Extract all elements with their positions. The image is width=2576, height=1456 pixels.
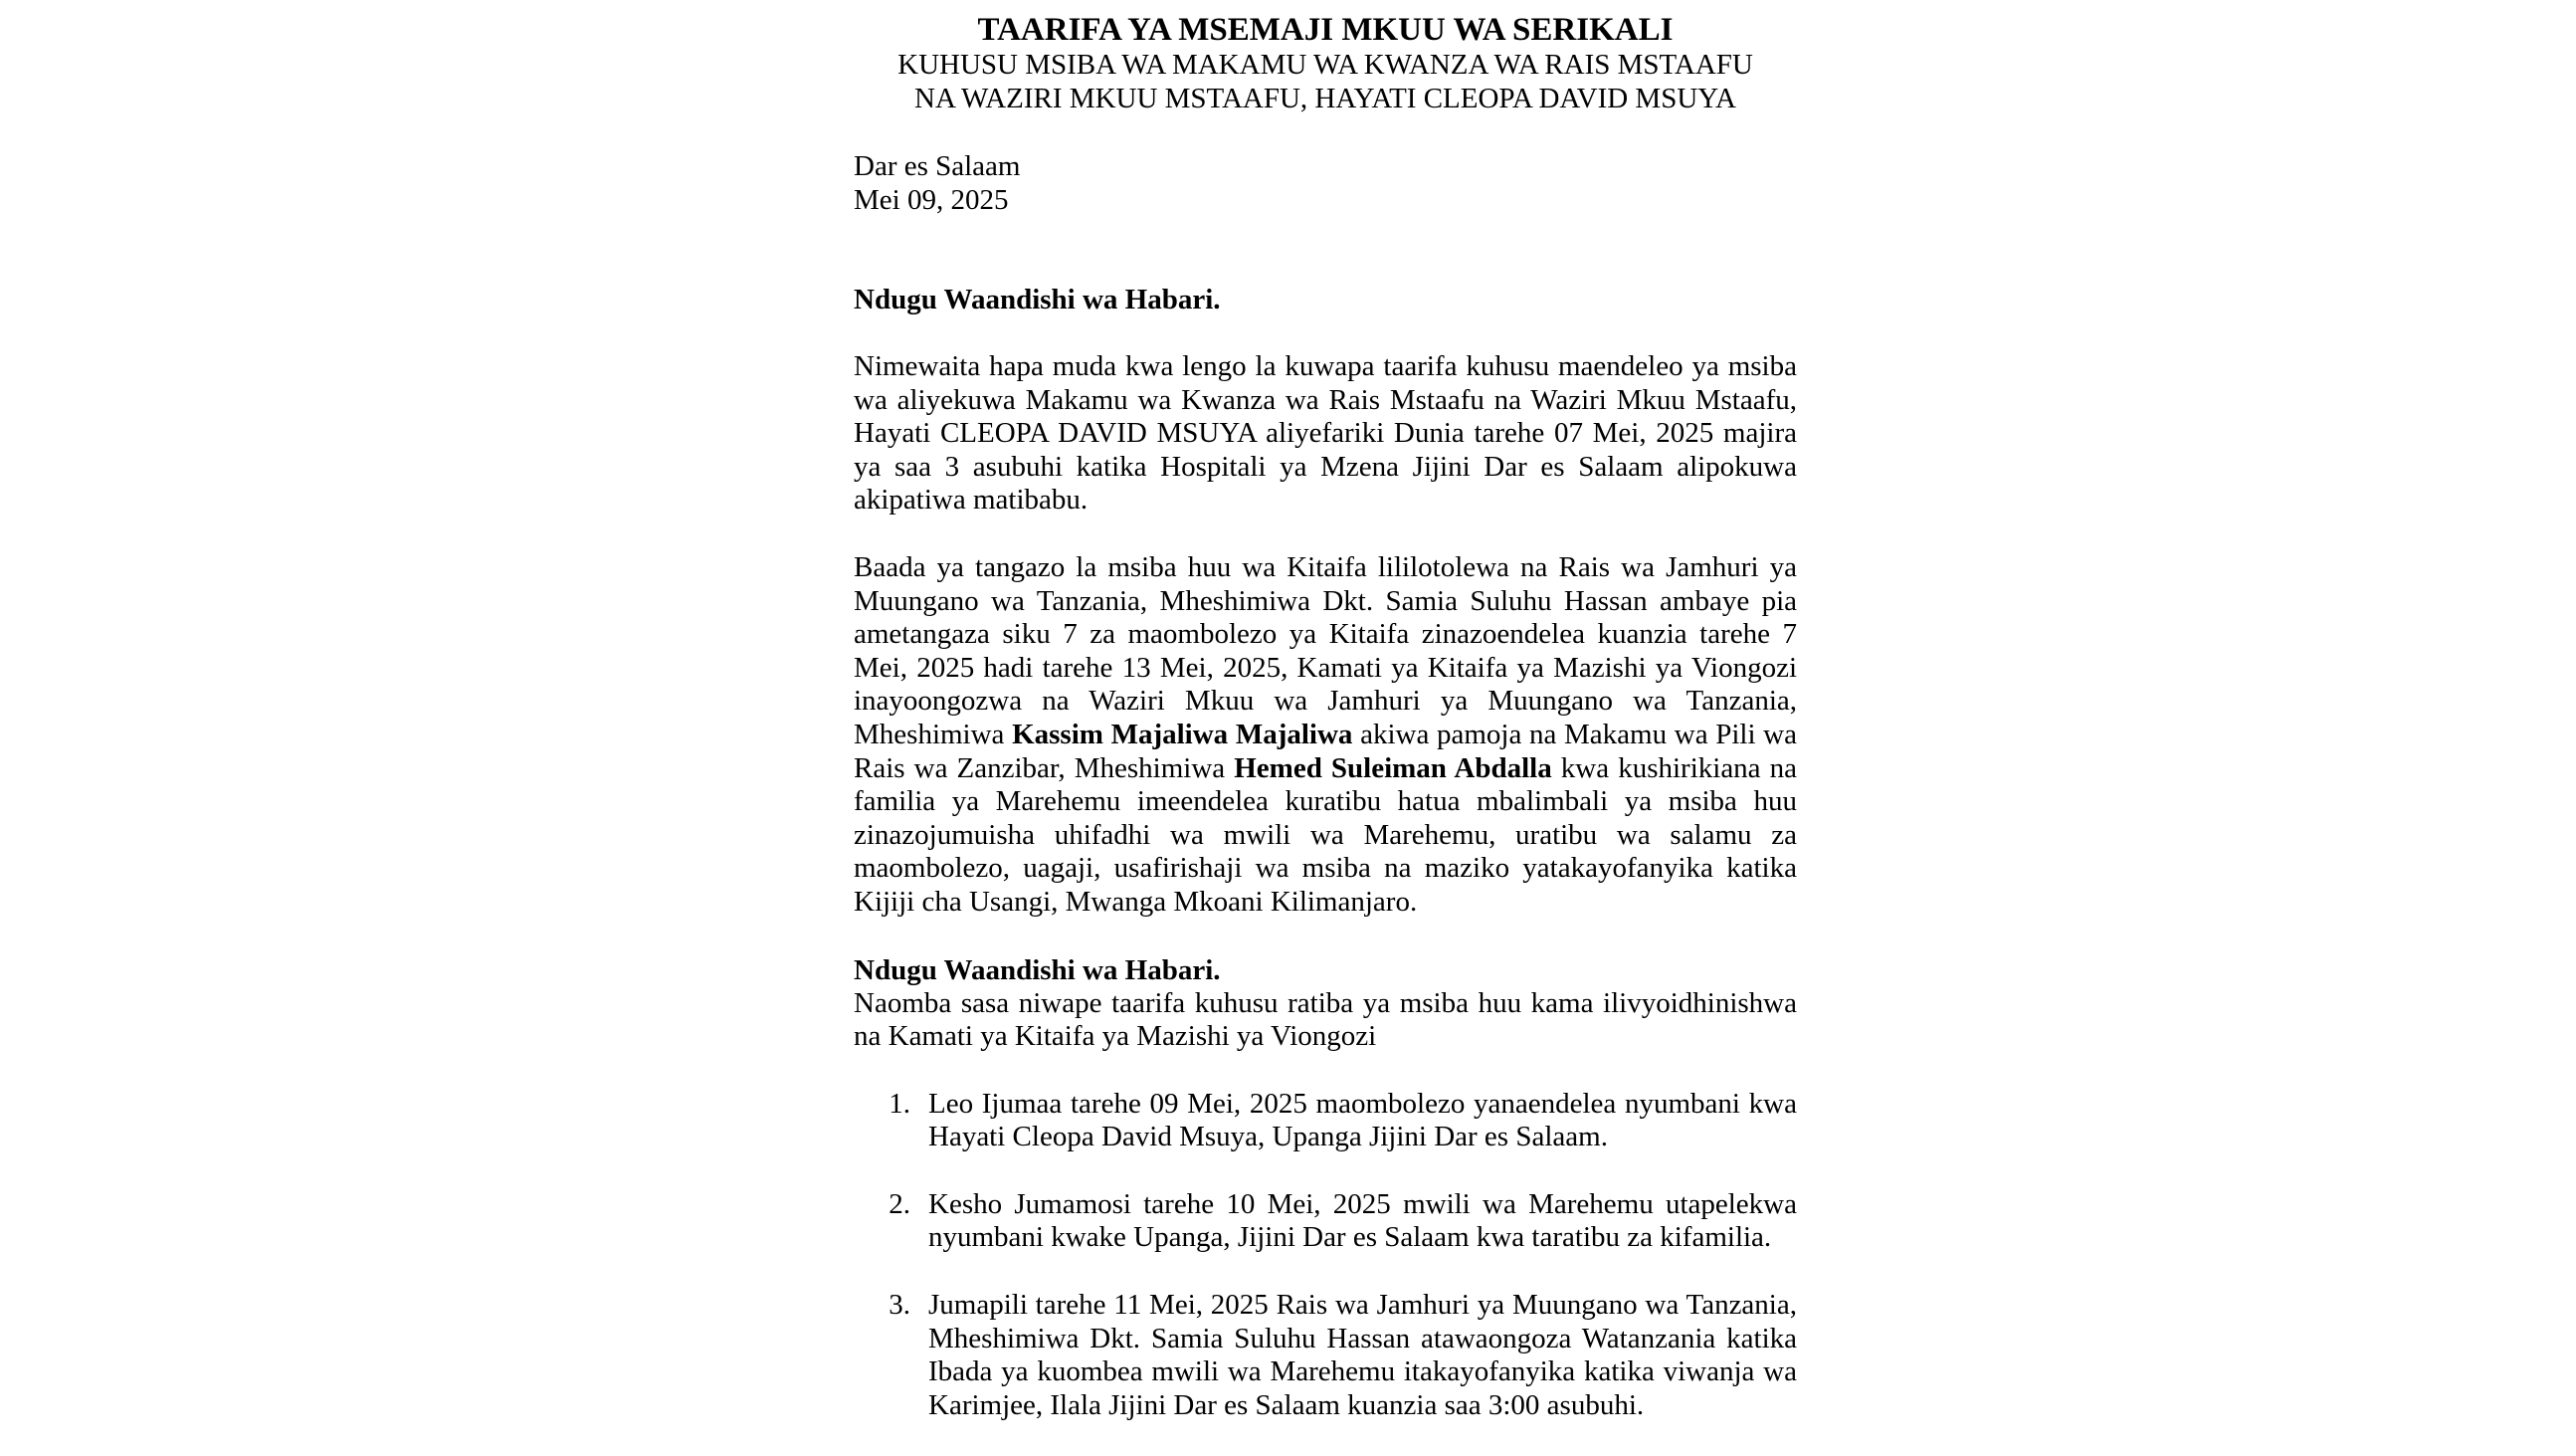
paragraph-3: Naomba sasa niwape taarifa kuhusu ratiba ya msiba huu kama ilivyoidhinishwa na Kamati ya Kitaifa ya Mazishi ya Viongozi <box>854 986 1797 1053</box>
paragraph-2-part-a: Baada ya tangazo la msiba huu wa Kitaifa lililotolewa na Rais wa Jamhuri ya Muungano wa Tanzania, Mheshimiwa Dkt. Samia Suluhu Hassan ambaye pia ametangaza siku 7 za maombolezo ya Kitaifa zinazoendelea kuanzia tarehe 7 Mei, 2025 hadi tarehe 13 Mei, 2025, Kamati ya Kitaifa ya Mazishi ya Viongozi inayoongozwa na Waziri Mkuu wa Jamhuri ya Muungano wa Tanzania, Mheshimiwa <box>854 550 1797 750</box>
place: Dar es Salaam <box>854 150 1021 182</box>
schedule-item-text: Kesho Jumamosi tarehe 10 Mei, 2025 mwili wa Marehemu utapelekwa nyumbani kwake Upanga, Jijini Dar es Salaam kwa taratibu za kifamilia. <box>928 1187 1797 1254</box>
greeting-1: Ndugu Waandishi wa Habari. <box>854 284 1221 315</box>
place-date-block <box>854 149 1797 217</box>
document-subtitle-line-1: KUHUSU MSIBA WA MAKAMU WA KWANZA WA RAIS MSTAAFU <box>897 49 1753 81</box>
date: Mei 09, 2025 <box>854 184 1009 216</box>
greeting-2: Ndugu Waandishi wa Habari. <box>854 953 1221 986</box>
paragraph-2 <box>854 551 1797 920</box>
paragraph-2-part-c: kwa kushirikiana na familia ya Marehemu imeendelea kuratibu hatua mbalimbali ya msiba huu zinazojumuisha uhifadhi wa mwili wa Marehemu, uratibu wa salamu za maombolezo, uagaji, usafirishaji wa msiba na maziko yatakayofanyika katika Kijiji cha Usangi, Mwanga Mkoani Kilimanjaro. <box>854 751 1798 918</box>
schedule-item <box>854 1188 1797 1255</box>
document-page <box>854 0 1797 1456</box>
schedule-item-number: 1. <box>889 1087 910 1120</box>
schedule-list <box>854 1088 1797 1423</box>
paragraph-1: Nimewaita hapa muda kwa lengo la kuwapa taarifa kuhusu maendeleo ya msiba wa aliyekuwa Makamu wa Kwanza wa Rais Mstaafu na Waziri Mkuu Mstaafu, Hayati CLEOPA DAVID MSUYA aliyefariki Dunia tarehe 07 Mei, 2025 majira ya saa 3 asubuhi katika Hospitali ya Mzena Jijini Dar es Salaam alipokuwa akipatiwa matibabu. <box>854 350 1797 517</box>
schedule-item-text: Leo Ijumaa tarehe 09 Mei, 2025 maombolezo yanaendelea nyumbani kwa Hayati Cleopa David Msuya, Upanga Jijini Dar es Salaam. <box>928 1087 1797 1153</box>
document-title: TAARIFA YA MSEMAJI MKUU WA SERIKALI <box>977 12 1674 48</box>
schedule-item <box>854 1289 1797 1422</box>
name-kassim-majaliwa: Kassim Majaliwa Majaliwa <box>1012 718 1353 750</box>
paragraph-2-part-b: akiwa pamoja na Makamu wa Pili wa Rais wa Zanzibar, Mheshimiwa <box>854 718 1797 784</box>
name-hemed-suleiman: Hemed Suleiman Abdalla <box>1234 751 1552 784</box>
schedule-item <box>854 1088 1797 1154</box>
document-subtitle-line-2: NA WAZIRI MKUU MSTAAFU, HAYATI CLEOPA DAVID MSUYA <box>914 83 1736 114</box>
schedule-item-number: 3. <box>889 1289 910 1322</box>
schedule-item-number: 2. <box>889 1187 910 1220</box>
schedule-item-text: Jumapili tarehe 11 Mei, 2025 Rais wa Jamhuri ya Muungano wa Tanzania, Mheshimiwa Dkt. Samia Suluhu Hassan atawaongoza Watanzania katika Ibada ya kuombea mwili wa Marehemu itakayofanyika katika viwanja wa Karimjee, Ilala Jijini Dar es Salaam kuanzia saa 3:00 asubuhi. <box>928 1289 1797 1421</box>
